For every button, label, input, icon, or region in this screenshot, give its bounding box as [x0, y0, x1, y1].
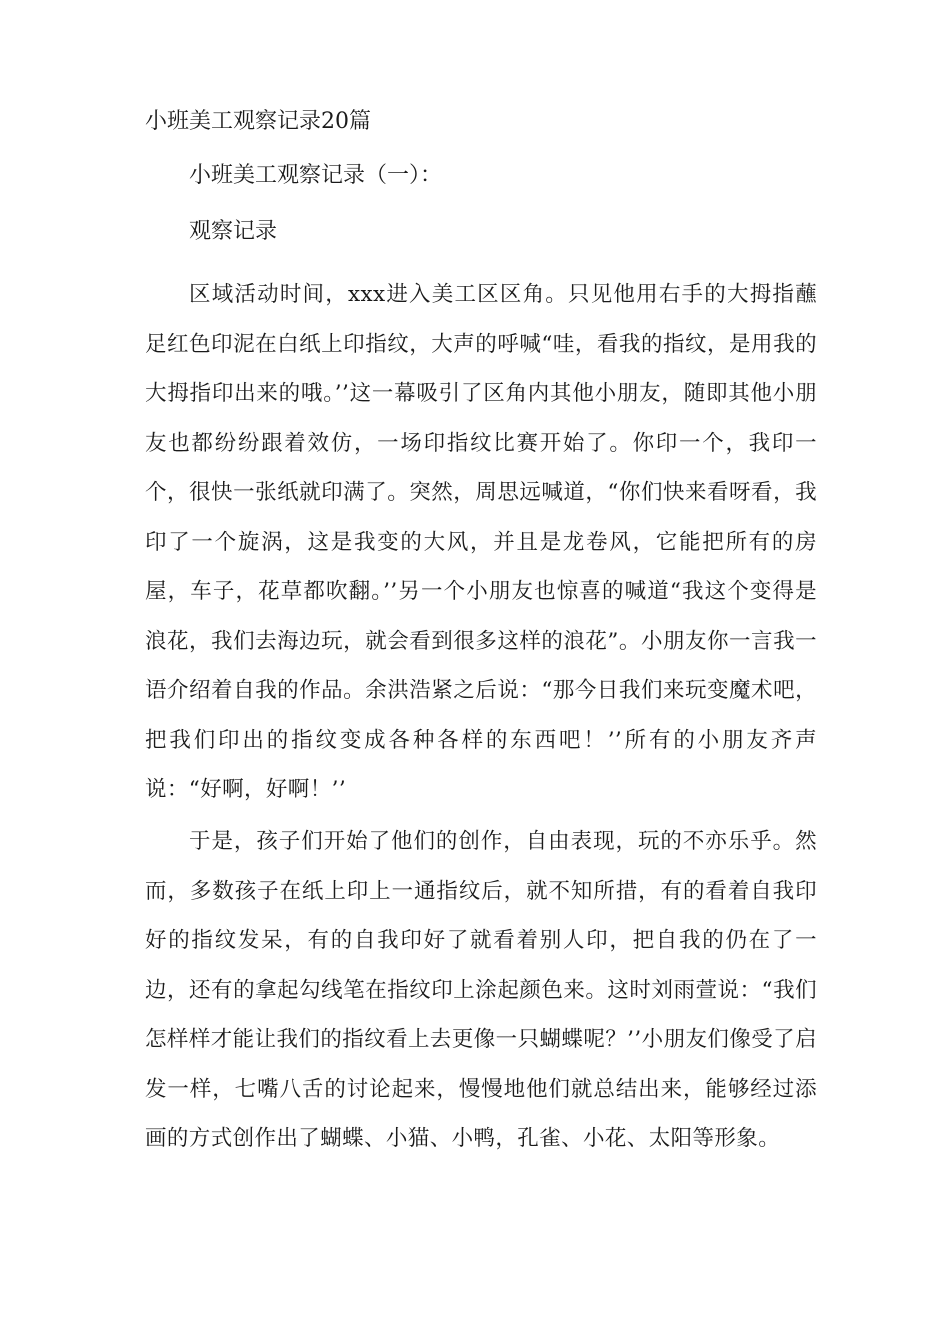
body-paragraph-2: 于是，孩子们开始了他们的创作，自由表现，玩的不亦乐乎。然而，多数孩子在纸上印上一通指纹后，就不知所措，有的看着自我印好的指纹发呆，有的自我印好了就看着别人印，把自我的仍在了一边，还有的拿起勾线笔在指纹印上涂起颜色来。这时刘雨萱说：“我们怎样样才能让我们的指纹看上去更像一只蝴蝶呢？’’小朋友们像受了启发一样，七嘴八舌的讨论起来，慢慢地他们就总结出来，能够经过添画的方式创作出了蝴蝶、小猫、小鸭，孔雀、小花、太阳等形象。: [145, 829, 817, 1151]
body-paragraph-1: 区域活动时间，xxx进入美工区区角。只见他用右手的大拇指蘸足红色印泥在白纸上印指纹，大声的呼喊“哇，看我的指纹，是用我的大拇指印出来的哦。’’这一幕吸引了区角内其他小朋友，随即其他小朋友也都纷纷跟着效仿，一场印指纹比赛开始了。你印一个，我印一个，很快一张纸就印满了。突然，周思远喊道，“你们快来看呀看，我印了一个旋涡，这是我变的大风，并且是龙卷风，它能把所有的房屋，车子，花草都吹翻。’’另一个小朋友也惊喜的喊道“我这个变得是浪花，我们去海边玩，就会看到很多这样的浪花”。小朋友你一言我一语介绍着自我的作品。余洪浩紧之后说：“那今日我们来玩变魔术吧，把我们印出的指纹变成各种各样的东西吧！’’所有的小朋友齐声说：“好啊，好啊！’’: [145, 282, 817, 802]
document-title: 小班美工观察记录20篇: [145, 109, 371, 134]
section-label: 观察记录: [189, 219, 278, 244]
section-heading: 小班美工观察记录（一）：: [189, 163, 443, 188]
